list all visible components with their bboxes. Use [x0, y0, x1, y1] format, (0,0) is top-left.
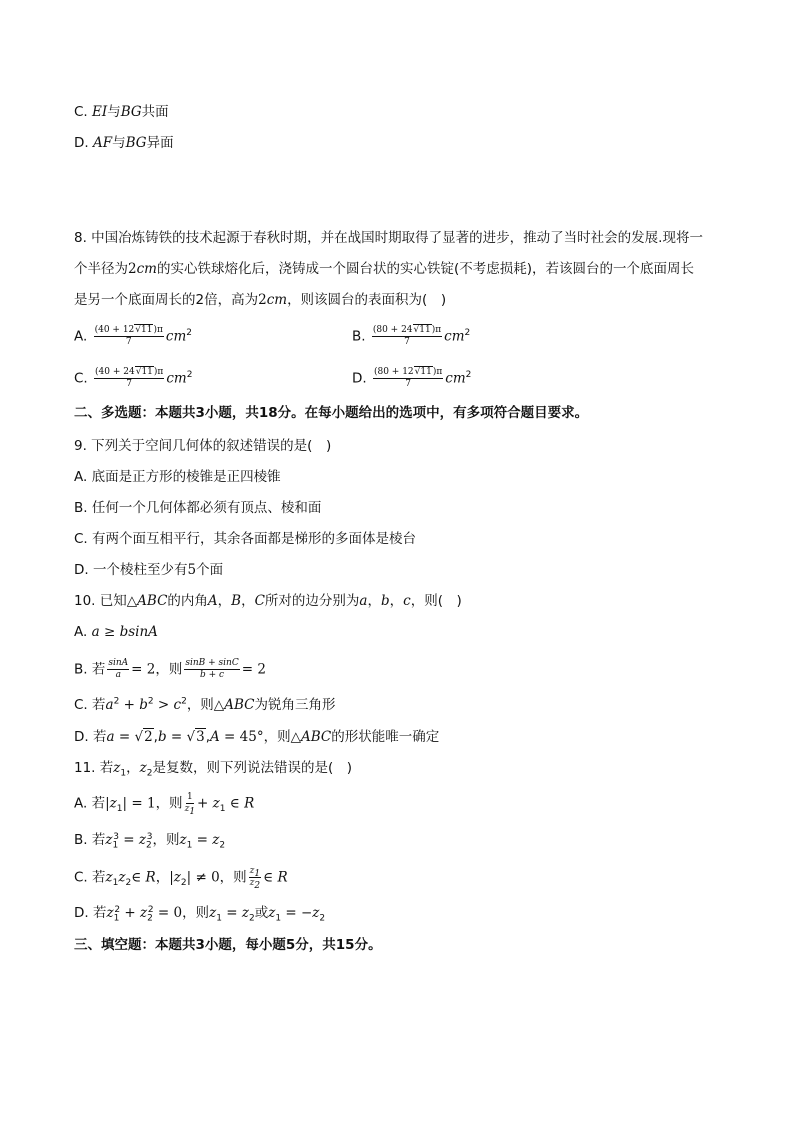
q10-stem: 10. 已知△ABC的内角A，B，C所对的边分别为a，b，c，则( ) [74, 593, 462, 609]
q11-option-b: B. 若$z_1^3 = z_2^3$，则$z_1 = z_2$ [74, 831, 226, 851]
q9-option-b: B. 任何一个几何体都必须有顶点、棱和面 [74, 500, 322, 516]
q8-option-b: B. $\frac{(80 + 24√11)\pi}{7}$ $cm^2$ [352, 325, 471, 347]
q9-stem: 9. 下列关于空间几何体的叙述错误的是( ) [74, 438, 332, 454]
q8-stem-line3: 是另一个底面周长的2倍，高为2cm，则该圆台的表面积为( ) [74, 292, 447, 308]
q7-option-d: D. AF与BG异面 [74, 135, 174, 151]
q11-option-c: C. 若$z_1z_2\in$ R，$|z_2| \ne 0$，则 $\frac{z_1}{z_2}$ ∈ R [74, 866, 288, 891]
section-3-heading: 三、填空题：本题共3小题，每小题5分，共15分。 [74, 937, 382, 953]
section-2-heading: 二、多选题：本题共3小题，共18分。在每小题给出的选项中，有多项符合题目要求。 [74, 405, 589, 421]
q11-option-a: A. 若$|z_1| = 1$，则 $\frac{1}{z_1}$ + $z_1$ ∈ R [74, 792, 255, 817]
q11-option-d: D. 若$z_1^2 + z_2^2 = 0$，则$z_1 = z_2$或$z_1 = -z_2$ [74, 904, 326, 924]
q8-option-a: A. $\frac{(40 + 12√11)\pi}{7}$ $cm^2$ [74, 325, 193, 347]
q7-option-c: C. EI与BG共面 [74, 104, 169, 120]
q8-stem-line1: 8. 中国冶炼铸铁的技术起源于春秋时期，并在战国时期取得了显著的进步，推动了当时社会的发展.现将一 [74, 230, 703, 246]
q9-option-d: D. 一个棱柱至少有5个面 [74, 562, 224, 578]
q10-option-b: B. 若 $\frac{\sin A}{a}$ = 2，则 $\frac{\sin B + \sin C}{b + c}$ = 2 [74, 658, 266, 680]
q10-option-c: C. 若$a^2 + b^2 > c^2$，则△ABC为锐角三角形 [74, 696, 336, 713]
q9-option-c: C. 有两个面互相平行，其余各面都是梯形的多面体是棱台 [74, 531, 417, 547]
q8-stem-line2: 个半径为2cm的实心铁球熔化后，浇铸成一个圆台状的实心铁锭(不考虑损耗)，若该圆台的一个底面周长 [74, 261, 695, 277]
q11-stem: 11. 若$z_1$，$z_2$是复数，则下列说法错误的是( ) [74, 760, 353, 779]
q10-option-a: A. a ≥ bsinA [74, 624, 158, 640]
q9-option-a: A. 底面是正方形的棱锥是正四棱锥 [74, 469, 281, 485]
q10-option-d: D. 若a = √2,b = √3,A = 45°，则△ABC的形状能唯一确定 [74, 729, 440, 745]
q8-option-c: C. $\frac{(40 + 24√11)\pi}{7}$ $cm^2$ [74, 367, 193, 389]
q8-option-d: D. $\frac{(80 + 12√11)\pi}{7}$ $cm^2$ [352, 367, 472, 389]
